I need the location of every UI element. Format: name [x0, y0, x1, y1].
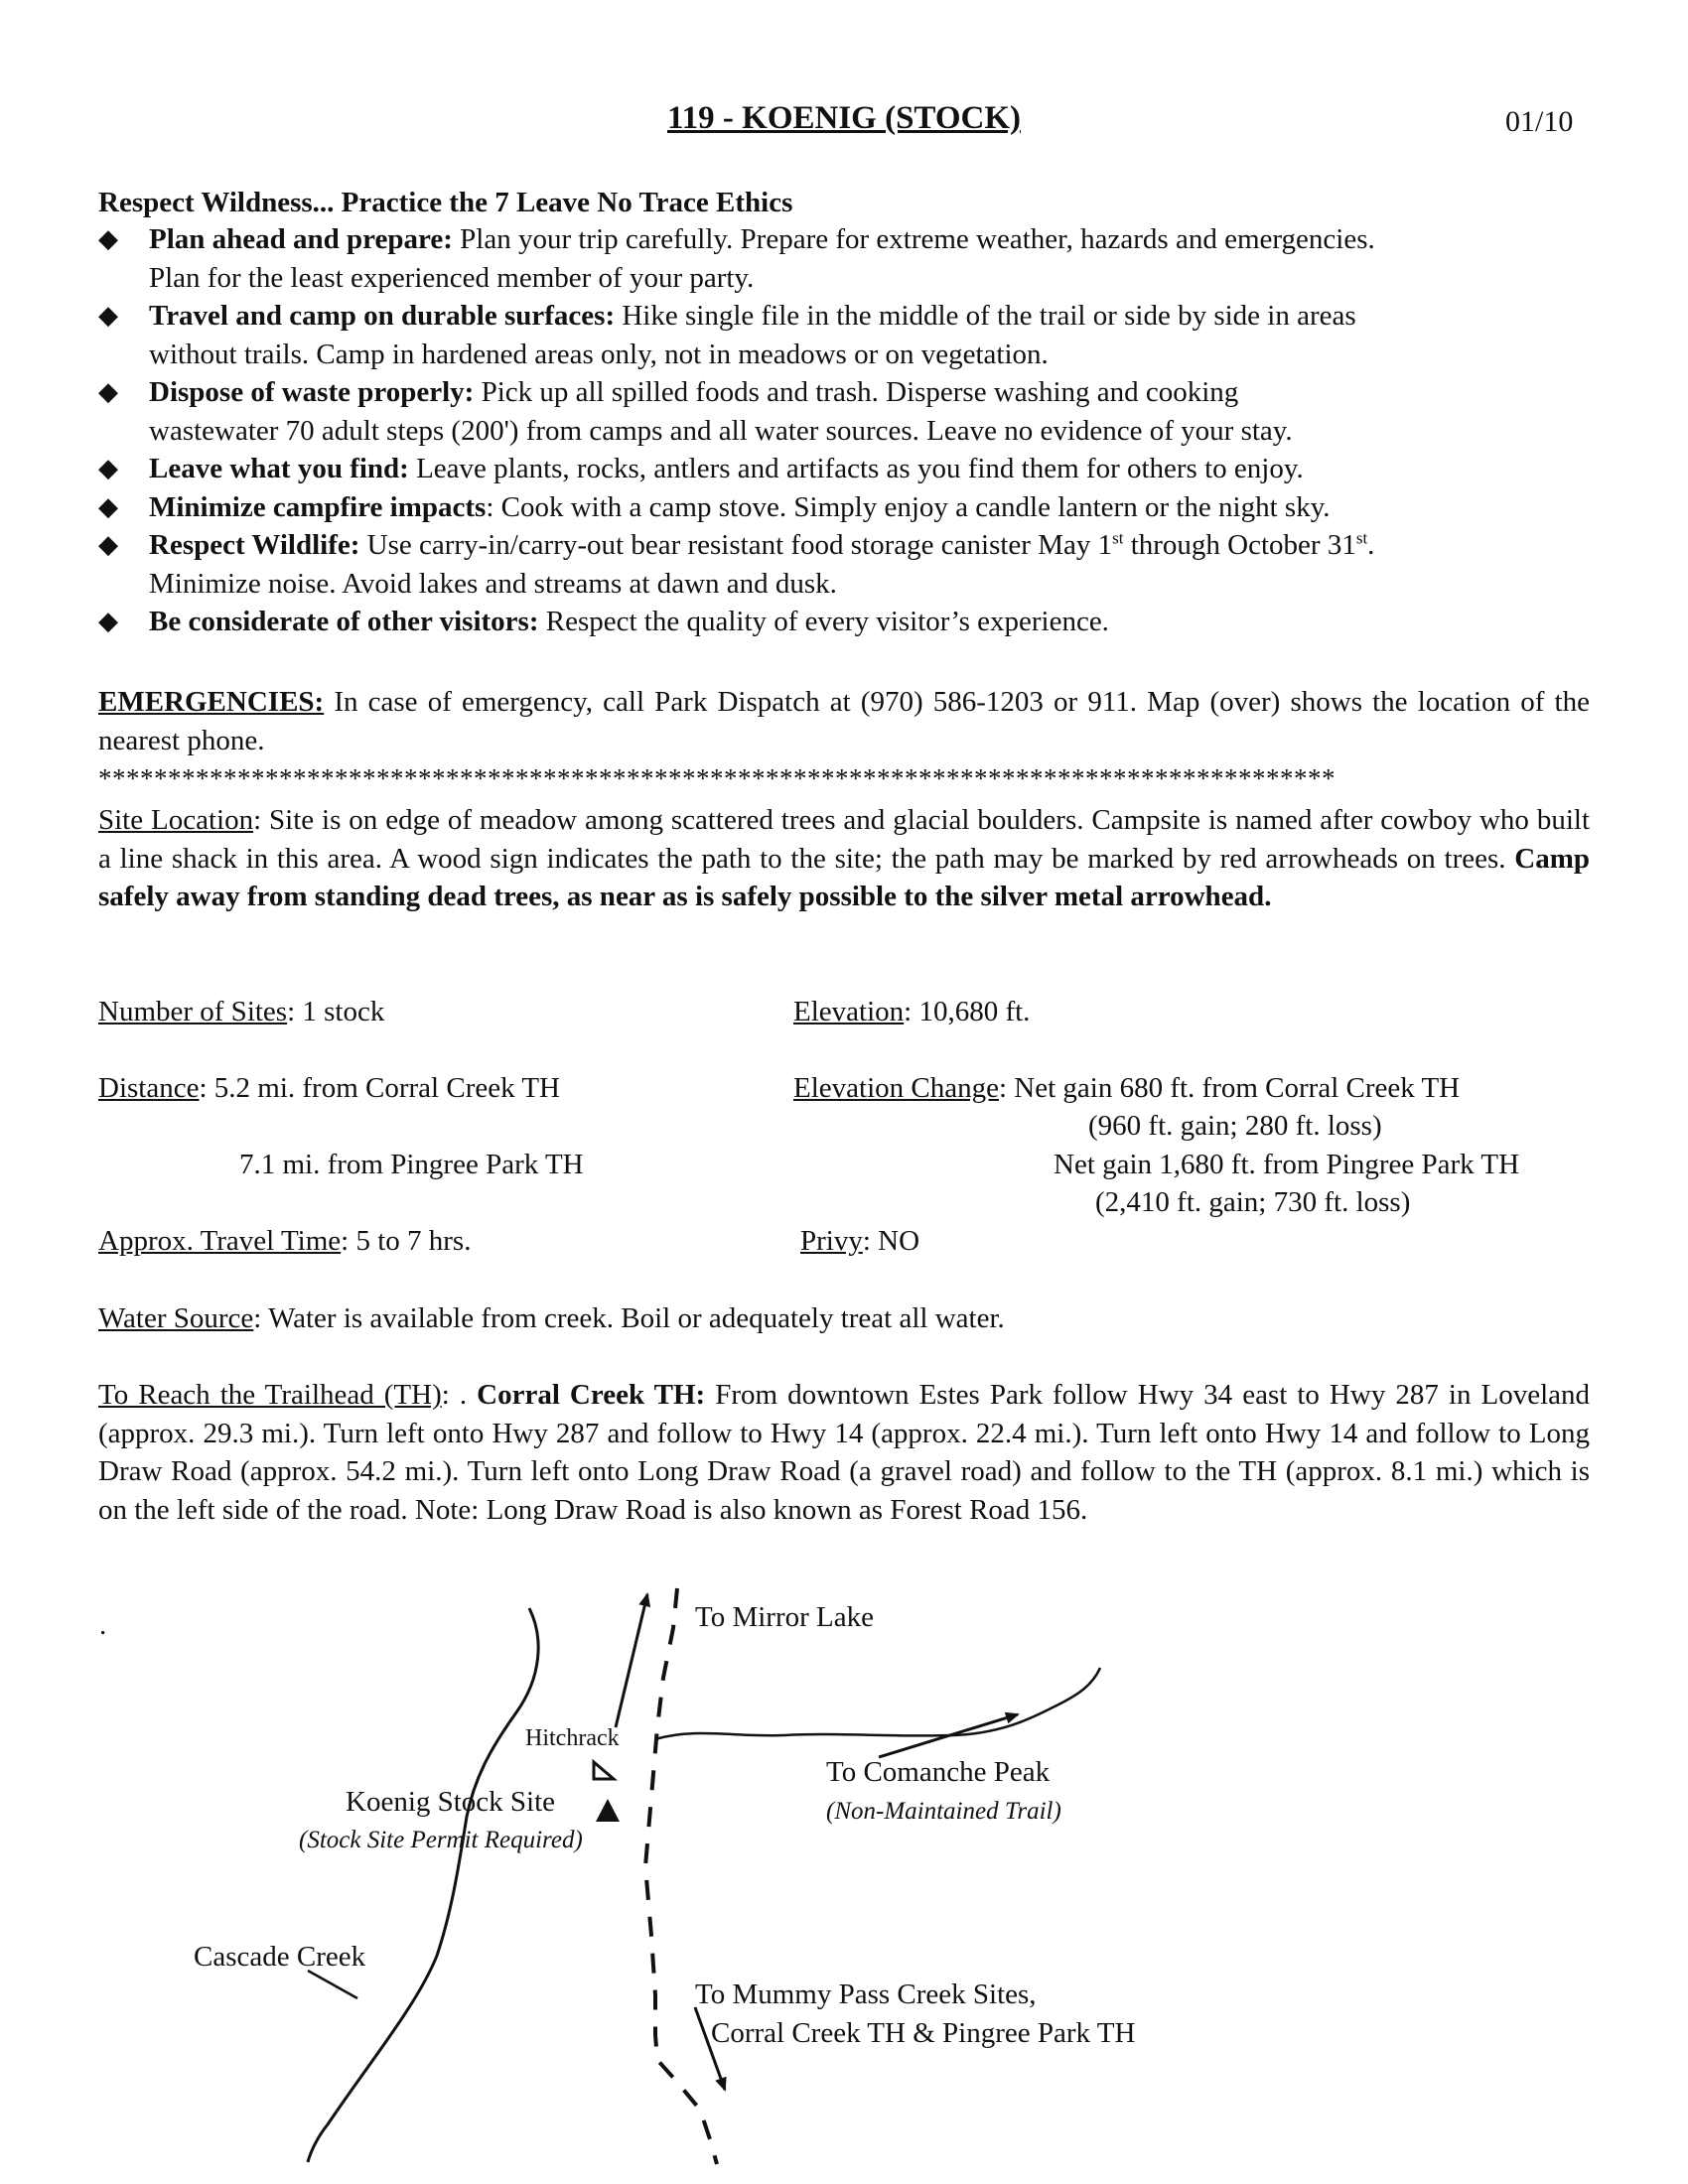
privy [800, 1222, 919, 1261]
lnt-heading: Respect Wildness... Practice the 7 Leave No Trace Ethics [98, 187, 793, 218]
water-source-label: Water Source [98, 1302, 254, 1334]
rule-heading: Plan ahead and prepare: [149, 223, 453, 255]
rule-text: Hike single file in the middle of the trail or side by side in areas [615, 300, 1356, 332]
mummy-pass-label: To Mummy Pass Creek Sites, [695, 1979, 1037, 2010]
hitchrack-label: Hitchrack [525, 1725, 620, 1751]
comanche-peak-note: (Non-Maintained Trail) [826, 1798, 1061, 1825]
diamond-bullet-icon: ◆ [98, 301, 118, 330]
permit-note: (Stock Site Permit Required) [299, 1827, 583, 1853]
rule-text: through October 31 [1123, 529, 1356, 561]
sites-count [98, 993, 384, 1031]
rule-text: Respect the quality of every visitor’s experience. [538, 606, 1109, 637]
elevation-value: : 10,680 ft. [904, 996, 1031, 1027]
elevation-change [793, 1069, 1460, 1108]
rule-text-continued: wastewater 70 adult steps (200') from camps and all water sources. Leave no evidence of your stay. [149, 414, 1293, 447]
rule-heading: Be considerate of other visitors: [149, 606, 539, 637]
site-location-warning: Camp safely away from standing dead trees, as near as is safely possible to the silver metal arrowhead. [98, 842, 1590, 912]
elevation-change-value: : Net gain 680 ft. from Corral Creek TH [998, 1072, 1461, 1104]
site-location-text: : Site is on edge of meadow among scattered trees and glacial boulders. Campsite is named after cowboy who built a line shack in this area. A wood sign indicates the path to the site; the path may be marked by red arrowheads on trees. [98, 804, 1591, 875]
ordinal-suffix: st [1355, 528, 1368, 548]
comanche-trail-line [655, 1668, 1100, 1739]
trailheads-label: Corral Creek TH & Pingree Park TH [711, 2017, 1136, 2049]
diamond-bullet-icon: ◆ [98, 454, 118, 482]
list-item [98, 488, 1588, 527]
comanche-peak-label: To Comanche Peak [826, 1756, 1051, 1788]
mirror-lake-arrow [616, 1594, 647, 1727]
elevation-change-value-2: Net gain 1,680 ft. from Pingree Park TH [1054, 1149, 1520, 1180]
rule-text-continued: without trails. Camp in hardened areas only, not in meadows or on vegetation. [149, 338, 1049, 370]
sites-label: Number of Sites [98, 996, 288, 1027]
elevation-change-label: Elevation Change [793, 1072, 999, 1104]
cascade-creek-line [308, 1608, 538, 2162]
site-location-paragraph [98, 801, 1590, 916]
rule-heading: Dispose of waste properly: [149, 376, 475, 408]
directions-punct: : . [441, 1379, 478, 1411]
distance [98, 1069, 560, 1108]
directions-trailhead: Corral Creek TH: [477, 1379, 706, 1411]
diamond-bullet-icon: ◆ [98, 607, 118, 635]
distance-label: Distance [98, 1072, 200, 1104]
emergency-paragraph [98, 683, 1590, 759]
diamond-bullet-icon: ◆ [98, 491, 118, 521]
koenig-site-label: Koenig Stock Site [346, 1786, 556, 1818]
rule-heading: Respect Wildlife: [149, 529, 360, 561]
emergency-label: EMERGENCIES: [98, 686, 325, 718]
sites-value: : 1 stock [287, 996, 385, 1027]
page-title: 119 - KOENIG (STOCK) [666, 100, 1022, 136]
list-item [98, 373, 1588, 450]
rule-text: . [1367, 529, 1375, 561]
directions-paragraph [98, 1376, 1590, 1529]
ordinal-suffix: st [1112, 528, 1124, 548]
rule-heading: Travel and camp on durable surfaces: [149, 300, 616, 332]
diamond-bullet-icon: ◆ [98, 224, 118, 253]
rule-text-continued: Plan for the least experienced member of your party. [149, 261, 755, 294]
main-trail-dashed [645, 1588, 717, 2164]
rule-heading: Leave what you find: [149, 453, 409, 484]
rule-text: Leave plants, rocks, antlers and artifacts as you find them for others to enjoy. [408, 453, 1304, 484]
rule-text: Plan your trip carefully. Prepare for extreme weather, hazards and emergencies. [452, 223, 1375, 255]
stray-dot: . [99, 1609, 107, 1641]
diamond-bullet-icon: ◆ [98, 530, 118, 559]
privy-value: : NO [862, 1225, 920, 1257]
hitchrack-icon [594, 1762, 614, 1779]
distance-value: : 5.2 mi. from Corral Creek TH [199, 1072, 560, 1104]
mirror-lake-label: To Mirror Lake [695, 1601, 874, 1633]
elevation [793, 993, 1030, 1031]
rule-text: : Cook with a camp stove. Simply enjoy a candle lantern or the night sky. [486, 490, 1331, 523]
separator-line: ***************************************************************************************** [98, 763, 1336, 793]
privy-label: Privy [800, 1225, 863, 1257]
water-source-text: : Water is available from creek. Boil or adequately treat all water. [253, 1302, 1005, 1334]
rule-heading: Minimize campfire impacts [149, 490, 487, 523]
trail-map-drawing [0, 1569, 1688, 2184]
elevation-change-detail-2: (2,410 ft. gain; 730 ft. loss) [1095, 1186, 1411, 1218]
diamond-bullet-icon: ◆ [98, 377, 118, 406]
revision-date: 01/10 [1505, 105, 1574, 138]
lnt-rules-list [98, 220, 1588, 641]
campsite-icon [596, 1799, 620, 1822]
list-item [98, 526, 1588, 603]
distance-value-2: 7.1 mi. from Pingree Park TH [239, 1149, 584, 1180]
directions-text: From downtown Estes Park follow Hwy 34 east to Hwy 287 in Loveland (approx. 29.3 mi.). Turn left onto Hwy 287 and follow to Hwy 14 (approx. 22.4 mi.). Turn left onto Hwy 14 and follow to Long Draw Road (approx. 54.2 mi.). Turn left onto Long Draw Road (a gravel road) and follow to the TH (approx. 8.1 mi.) which is on the left side of the road. Note: Long Draw Road is also known as Forest Road 156. [98, 1379, 1591, 1526]
directions-label: To Reach the Trailhead (TH) [98, 1379, 442, 1411]
emergency-text: In case of emergency, call Park Dispatch at (970) 586-1203 or 911. Map (over) shows the location of the nearest phone. [98, 686, 1590, 756]
list-item [98, 220, 1588, 297]
elevation-label: Elevation [793, 996, 905, 1027]
cascade-creek-label: Cascade Creek [194, 1941, 366, 1973]
list-item [98, 297, 1588, 373]
rule-text: Use carry-in/carry-out bear resistant food storage canister May 1 [359, 529, 1113, 561]
water-source [98, 1299, 1005, 1338]
rule-text-continued: Minimize noise. Avoid lakes and streams at dawn and dusk. [149, 567, 837, 600]
travel-time-value: : 5 to 7 hrs. [341, 1225, 472, 1257]
travel-time [98, 1222, 471, 1261]
site-location-label: Site Location [98, 804, 254, 836]
list-item [98, 450, 1588, 488]
elevation-change-detail-1: (960 ft. gain; 280 ft. loss) [1088, 1110, 1382, 1142]
list-item [98, 603, 1588, 641]
travel-time-label: Approx. Travel Time [98, 1225, 342, 1257]
rule-text: Pick up all spilled foods and trash. Disperse washing and cooking [474, 376, 1239, 408]
